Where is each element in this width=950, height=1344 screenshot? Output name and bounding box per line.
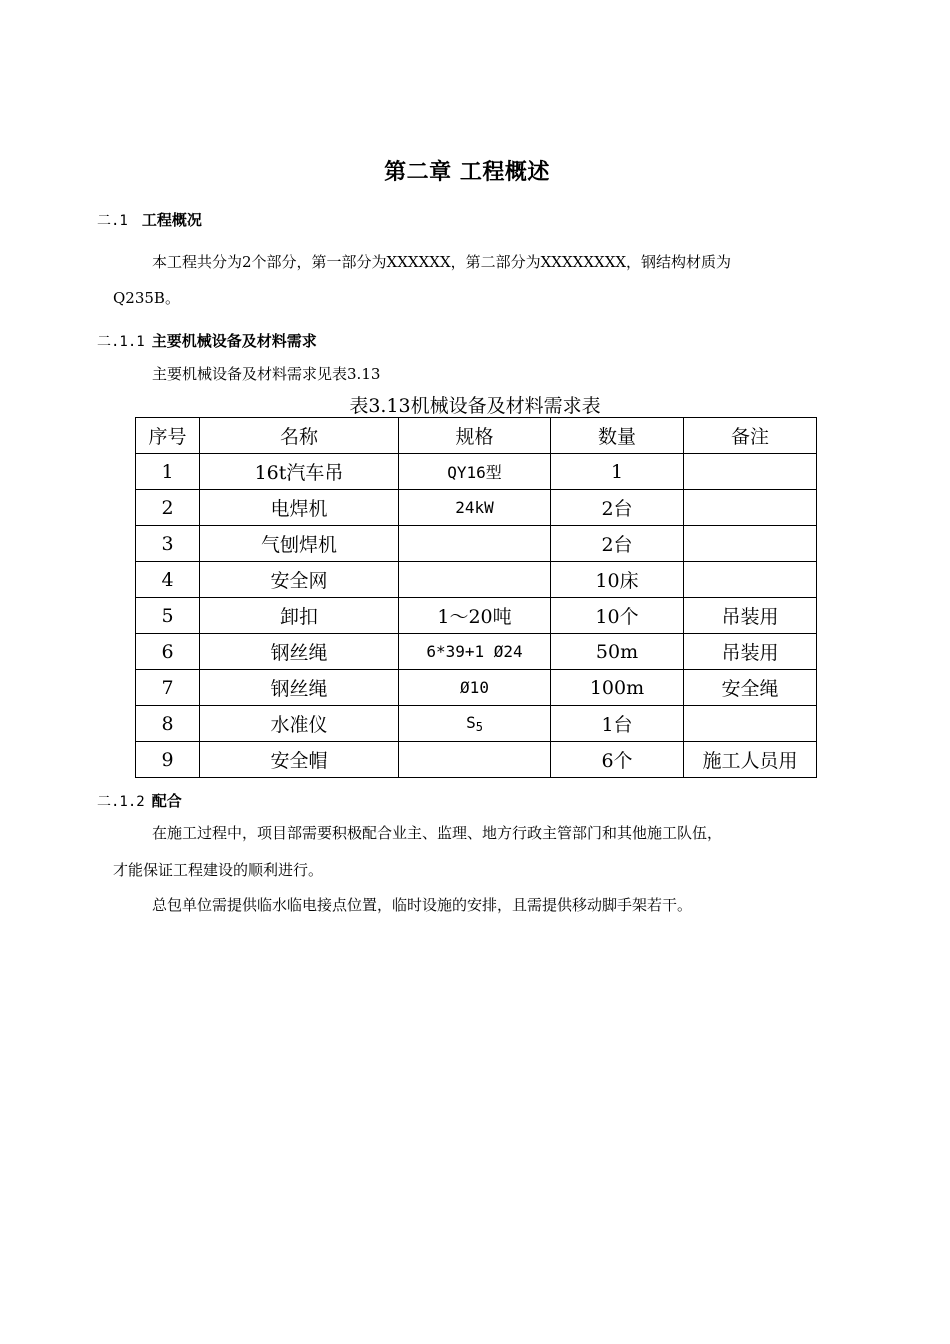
table-row bbox=[136, 706, 817, 742]
cell-name: 电焊机 bbox=[200, 490, 399, 526]
cell-name: 气刨焊机 bbox=[200, 526, 399, 562]
section-title: 主要机械设备及材料需求 bbox=[151, 332, 317, 350]
table-row bbox=[136, 742, 817, 778]
cell-name: 水准仪 bbox=[200, 706, 399, 742]
cell-no: 4 bbox=[136, 562, 200, 598]
cell-note bbox=[684, 562, 817, 598]
cell-note bbox=[684, 706, 817, 742]
cell-note: 吊装用 bbox=[684, 598, 817, 634]
cell-no: 1 bbox=[136, 454, 200, 490]
cell-spec bbox=[399, 742, 551, 778]
spec-subscript: 5 bbox=[475, 720, 483, 734]
table-row bbox=[136, 526, 817, 562]
cell-no: 8 bbox=[136, 706, 200, 742]
cell-spec bbox=[399, 562, 551, 598]
cell-spec bbox=[399, 526, 551, 562]
cell-note bbox=[684, 490, 817, 526]
cell-qty: 2台 bbox=[551, 490, 684, 526]
cell-note: 吊装用 bbox=[684, 634, 817, 670]
header-spec: 规格 bbox=[399, 418, 551, 454]
cell-qty: 1 bbox=[551, 454, 684, 490]
cooperation-paragraph-2: 总包单位需提供临水临电接点位置，临时设施的安排，且需提供移动脚手架若干。 bbox=[152, 896, 693, 914]
cell-note bbox=[684, 454, 817, 490]
table-header-row bbox=[136, 418, 817, 454]
header-note: 备注 bbox=[684, 418, 817, 454]
table-row bbox=[136, 670, 817, 706]
cell-name: 16t汽车吊 bbox=[200, 454, 399, 490]
chapter-title: 第二章 工程概述 bbox=[384, 160, 550, 185]
cell-spec: QY16型 bbox=[399, 454, 551, 490]
section-title: 配合 bbox=[151, 792, 182, 810]
overview-paragraph-line1: 本工程共分为2个部分，第一部分为XXXXXX，第二部分为XXXXXXXX，钢结构材质为 bbox=[152, 253, 732, 271]
table-caption: 表3.13机械设备及材料需求表 bbox=[349, 395, 601, 417]
cell-name: 卸扣 bbox=[200, 598, 399, 634]
cell-qty: 10床 bbox=[551, 562, 684, 598]
cell-no: 2 bbox=[136, 490, 200, 526]
table-row bbox=[136, 562, 817, 598]
cell-qty: 10个 bbox=[551, 598, 684, 634]
section-heading-2-1-2 bbox=[97, 791, 182, 812]
cell-qty: 50m bbox=[551, 634, 684, 670]
cell-no: 6 bbox=[136, 634, 200, 670]
section-number: 二.1 bbox=[97, 213, 128, 229]
header-name: 名称 bbox=[200, 418, 399, 454]
cell-note: 施工人员用 bbox=[684, 742, 817, 778]
cell-spec: 24kW bbox=[399, 490, 551, 526]
table-row bbox=[136, 634, 817, 670]
cell-name: 钢丝绳 bbox=[200, 634, 399, 670]
cell-note: 安全绳 bbox=[684, 670, 817, 706]
cell-no: 9 bbox=[136, 742, 200, 778]
equipment-intro: 主要机械设备及材料需求见表3.13 bbox=[152, 365, 381, 383]
table-row bbox=[136, 490, 817, 526]
section-heading-2-1 bbox=[97, 210, 202, 231]
section-title: 工程概况 bbox=[141, 211, 202, 229]
header-no: 序号 bbox=[136, 418, 200, 454]
overview-paragraph-line2: Q235B。 bbox=[113, 289, 180, 307]
cell-no: 5 bbox=[136, 598, 200, 634]
cell-qty: 2台 bbox=[551, 526, 684, 562]
cell-name: 安全帽 bbox=[200, 742, 399, 778]
cell-no: 7 bbox=[136, 670, 200, 706]
cell-spec: 6*39+1 Ø24 bbox=[399, 634, 551, 670]
section-number: 二.1.1 bbox=[97, 334, 145, 350]
section-number: 二.1.2 bbox=[97, 794, 145, 810]
cell-qty: 100m bbox=[551, 670, 684, 706]
cell-name: 安全网 bbox=[200, 562, 399, 598]
cell-qty: 1台 bbox=[551, 706, 684, 742]
cell-spec bbox=[399, 706, 551, 742]
cooperation-paragraph-line2: 才能保证工程建设的顺利进行。 bbox=[113, 861, 324, 879]
cell-no: 3 bbox=[136, 526, 200, 562]
cell-qty: 6个 bbox=[551, 742, 684, 778]
table-row bbox=[136, 454, 817, 490]
table-row bbox=[136, 598, 817, 634]
cell-note bbox=[684, 526, 817, 562]
equipment-table bbox=[135, 417, 817, 778]
cell-spec: 1～20吨 bbox=[399, 598, 551, 634]
header-qty: 数量 bbox=[551, 418, 684, 454]
spec-text: S bbox=[466, 713, 476, 732]
cell-name: 钢丝绳 bbox=[200, 670, 399, 706]
cooperation-paragraph-line1: 在施工过程中，项目部需要积极配合业主、监理、地方行政主管部门和其他施工队伍， bbox=[152, 824, 723, 842]
section-heading-2-1-1 bbox=[97, 331, 317, 352]
cell-spec: Ø10 bbox=[399, 670, 551, 706]
